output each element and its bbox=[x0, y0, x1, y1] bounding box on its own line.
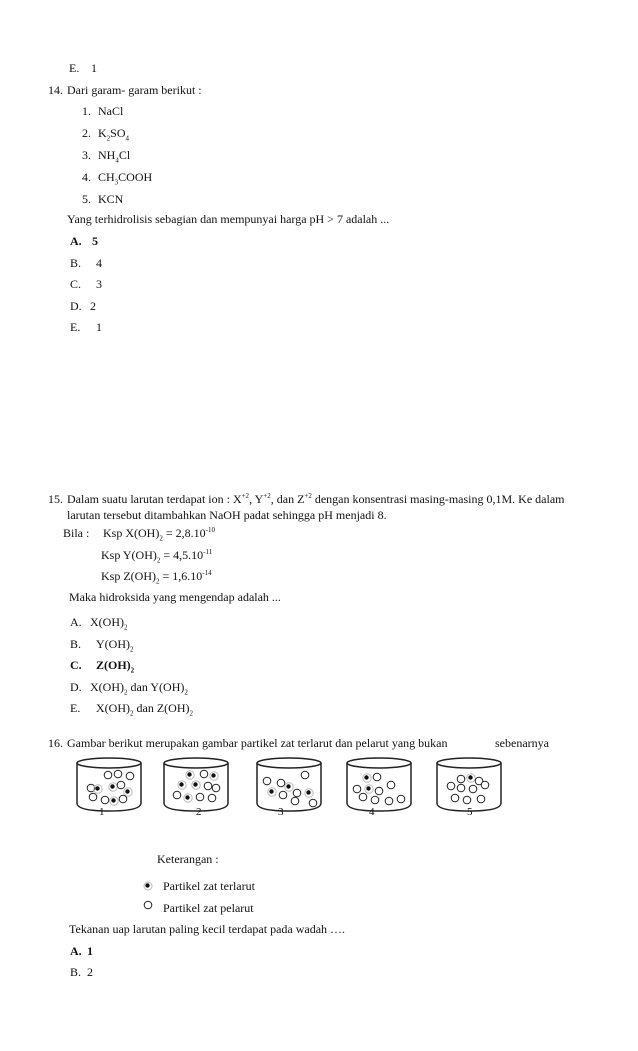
solvent-particle bbox=[359, 793, 367, 801]
salt-formula: $NH_4Cl$ bbox=[98, 148, 131, 165]
option-letter: C. bbox=[70, 277, 82, 291]
q16-stem-end: sebenarnya bbox=[495, 736, 549, 750]
question-number: 14. bbox=[48, 83, 63, 97]
solute-particle bbox=[210, 772, 218, 780]
ksp-item: Ksp $Y(OH)_2 = 4,5.10^{-11}$ bbox=[101, 547, 213, 564]
salt-formula: NaCl bbox=[98, 104, 124, 118]
answer-option[interactable] bbox=[70, 680, 188, 694]
option-text: $X(OH)_2$ dan $Z(OH)_2$ bbox=[96, 701, 193, 718]
salt-formula: $CH_3COOH$ bbox=[98, 170, 153, 187]
solute-particle bbox=[192, 781, 200, 789]
legend-symbols bbox=[141, 878, 155, 918]
answer-option[interactable] bbox=[70, 277, 102, 291]
solvent-particle bbox=[457, 775, 465, 783]
solvent-particle bbox=[301, 771, 309, 779]
answer-option[interactable] bbox=[70, 944, 93, 958]
solvent-particle bbox=[263, 777, 271, 785]
solvent-particle bbox=[277, 779, 285, 787]
solute-particle bbox=[184, 794, 192, 802]
salt-number: 1. bbox=[82, 104, 91, 118]
solvent-particle bbox=[104, 771, 112, 779]
option-letter: E. bbox=[70, 320, 81, 334]
solvent-particle bbox=[212, 784, 220, 792]
solvent-particle bbox=[447, 782, 455, 790]
option-letter: B. bbox=[70, 965, 82, 979]
solvent-particle bbox=[451, 794, 459, 802]
solute-particle bbox=[124, 788, 132, 796]
beaker-icon bbox=[343, 755, 417, 815]
container-label: 3 bbox=[278, 806, 284, 818]
ksp-item: Ksp $X(OH)_2 = 2,8.10^{-10}$ bbox=[103, 526, 215, 543]
container-label: 1 bbox=[99, 806, 105, 818]
solvent-particle-icon bbox=[144, 901, 152, 909]
answer-option[interactable] bbox=[70, 615, 128, 632]
answer-option[interactable] bbox=[70, 299, 96, 313]
container-label: 5 bbox=[467, 806, 473, 818]
solvent-particle bbox=[469, 785, 477, 793]
solvent-particle bbox=[373, 773, 381, 781]
solute-particle-icon bbox=[144, 882, 152, 890]
option-letter: A. bbox=[70, 234, 82, 248]
solvent-particle bbox=[200, 770, 208, 778]
option-letter: B. bbox=[70, 636, 82, 651]
solvent-particle bbox=[117, 781, 125, 789]
solvent-particle bbox=[208, 794, 216, 802]
beaker-icon bbox=[253, 755, 327, 815]
option-letter: D. bbox=[70, 298, 82, 313]
solvent-particle bbox=[279, 791, 287, 799]
legend-solute-label: Partikel zat terlarut bbox=[163, 879, 255, 893]
solvent-particle bbox=[353, 785, 361, 793]
solvent-particle bbox=[291, 797, 299, 805]
q15-line2: larutan tersebut ditambahkan NaOH padat sehingga pH menjadi 8. bbox=[67, 508, 387, 522]
solvent-particle bbox=[114, 770, 122, 778]
salt-item bbox=[82, 192, 123, 206]
option-text: 2 bbox=[87, 965, 93, 979]
solvent-particle bbox=[371, 796, 379, 804]
ksp-item: Ksp $Z(OH)_2 = 1,6.10^{-14}$ bbox=[101, 569, 212, 586]
salt-number: 4. bbox=[82, 170, 91, 184]
salt-item bbox=[82, 104, 123, 118]
salt-number: 5. bbox=[82, 192, 91, 206]
solvent-particle bbox=[196, 793, 204, 801]
option-letter: B. bbox=[70, 255, 82, 270]
salt-item bbox=[82, 148, 131, 165]
solvent-particle bbox=[477, 795, 485, 803]
salt-item bbox=[82, 170, 153, 187]
solvent-particle bbox=[204, 782, 212, 790]
option-text: 4 bbox=[96, 255, 102, 270]
legend-title: Keterangan : bbox=[157, 852, 219, 866]
solvent-particle bbox=[119, 795, 127, 803]
salt-formula: $K_2SO_4$ bbox=[98, 126, 130, 143]
salt-formula: KCN bbox=[98, 192, 124, 206]
answer-option[interactable] bbox=[70, 965, 93, 979]
option-letter: E. bbox=[70, 701, 81, 715]
solute-particle bbox=[109, 783, 117, 791]
solute-particle bbox=[178, 781, 186, 789]
beaker-icon bbox=[73, 755, 147, 815]
solute-particle bbox=[305, 789, 313, 797]
option-text: 5 bbox=[92, 234, 98, 248]
solvent-particle bbox=[385, 797, 393, 805]
question-number: 16. bbox=[48, 736, 63, 750]
solute-particle bbox=[363, 774, 371, 782]
solvent-particle bbox=[293, 789, 301, 797]
solvent-particle bbox=[397, 795, 405, 803]
solvent-particle bbox=[173, 791, 181, 799]
answer-option[interactable] bbox=[70, 320, 102, 334]
salt-item bbox=[82, 126, 130, 143]
q14-stem: 14. Dari garam- garam berikut : bbox=[48, 83, 202, 97]
solvent-particle bbox=[387, 781, 395, 789]
solvent-particle bbox=[457, 784, 465, 792]
option-text: $X(OH)_2$ dan $Y(OH)_2$ bbox=[90, 679, 188, 696]
q15-question: Maka hidroksida yang mengendap adalah ... bbox=[69, 590, 281, 604]
container-label: 2 bbox=[196, 806, 202, 818]
answer-option[interactable] bbox=[70, 256, 102, 270]
solvent-particle bbox=[309, 799, 317, 807]
option-text: $X(OH)_2$ bbox=[90, 615, 128, 632]
solute-particle bbox=[186, 771, 194, 779]
solute-particle bbox=[268, 788, 276, 796]
answer-option[interactable] bbox=[70, 637, 134, 651]
salt-number: 3. bbox=[82, 148, 91, 162]
solute-particle bbox=[365, 785, 373, 793]
q16-question: Tekanan uap larutan paling kecil terdapat pada wadah …. bbox=[69, 922, 346, 936]
answer-option[interactable] bbox=[70, 658, 135, 675]
bila-label: Bila : bbox=[63, 526, 90, 540]
solvent-particle bbox=[89, 793, 97, 801]
option-letter: A. bbox=[70, 944, 82, 958]
option-text: 3 bbox=[96, 277, 102, 291]
option-letter: C. bbox=[70, 658, 82, 672]
solute-particle bbox=[110, 797, 118, 805]
legend-solvent-label: Partikel zat pelarut bbox=[163, 901, 254, 915]
solvent-particle bbox=[375, 787, 383, 795]
answer-option[interactable] bbox=[70, 701, 193, 718]
option-text: 2 bbox=[90, 298, 96, 313]
salt-number: 2. bbox=[82, 126, 91, 140]
solute-particle bbox=[285, 783, 293, 791]
prev-option-e: E. 1 bbox=[69, 61, 97, 75]
solute-particle bbox=[467, 774, 475, 782]
q14-question: Yang terhidrolisis sebagian dan mempunyai harga pH > 7 adalah ... bbox=[67, 212, 390, 226]
q16-stem: 16. Gambar berikut merupakan gambar partikel zat terlarut dan pelarut yang bukan bbox=[48, 736, 448, 750]
question-number: 15. bbox=[48, 492, 63, 506]
solvent-particle bbox=[126, 772, 134, 780]
container-label: 4 bbox=[369, 806, 375, 818]
option-text: $Z(OH)_2$ bbox=[96, 658, 135, 675]
answer-option[interactable] bbox=[70, 234, 98, 248]
option-text: 1 bbox=[96, 320, 102, 334]
solvent-particle bbox=[101, 796, 109, 804]
option-letter: A. bbox=[70, 615, 82, 629]
solvent-particle bbox=[463, 796, 471, 804]
option-text: $Y(OH)_2$ bbox=[96, 636, 134, 653]
q15-line1: 15. Dalam suatu larutan terdapat ion : $X^{+2}$, $Y^{+2}$, dan $Z^{+2}$ dengan konsentrasi masing-masing 0,1M. Ke dalam bbox=[48, 492, 565, 506]
solvent-particle bbox=[481, 781, 489, 789]
option-text: 1 bbox=[87, 944, 93, 958]
option-letter: D. bbox=[70, 679, 82, 694]
